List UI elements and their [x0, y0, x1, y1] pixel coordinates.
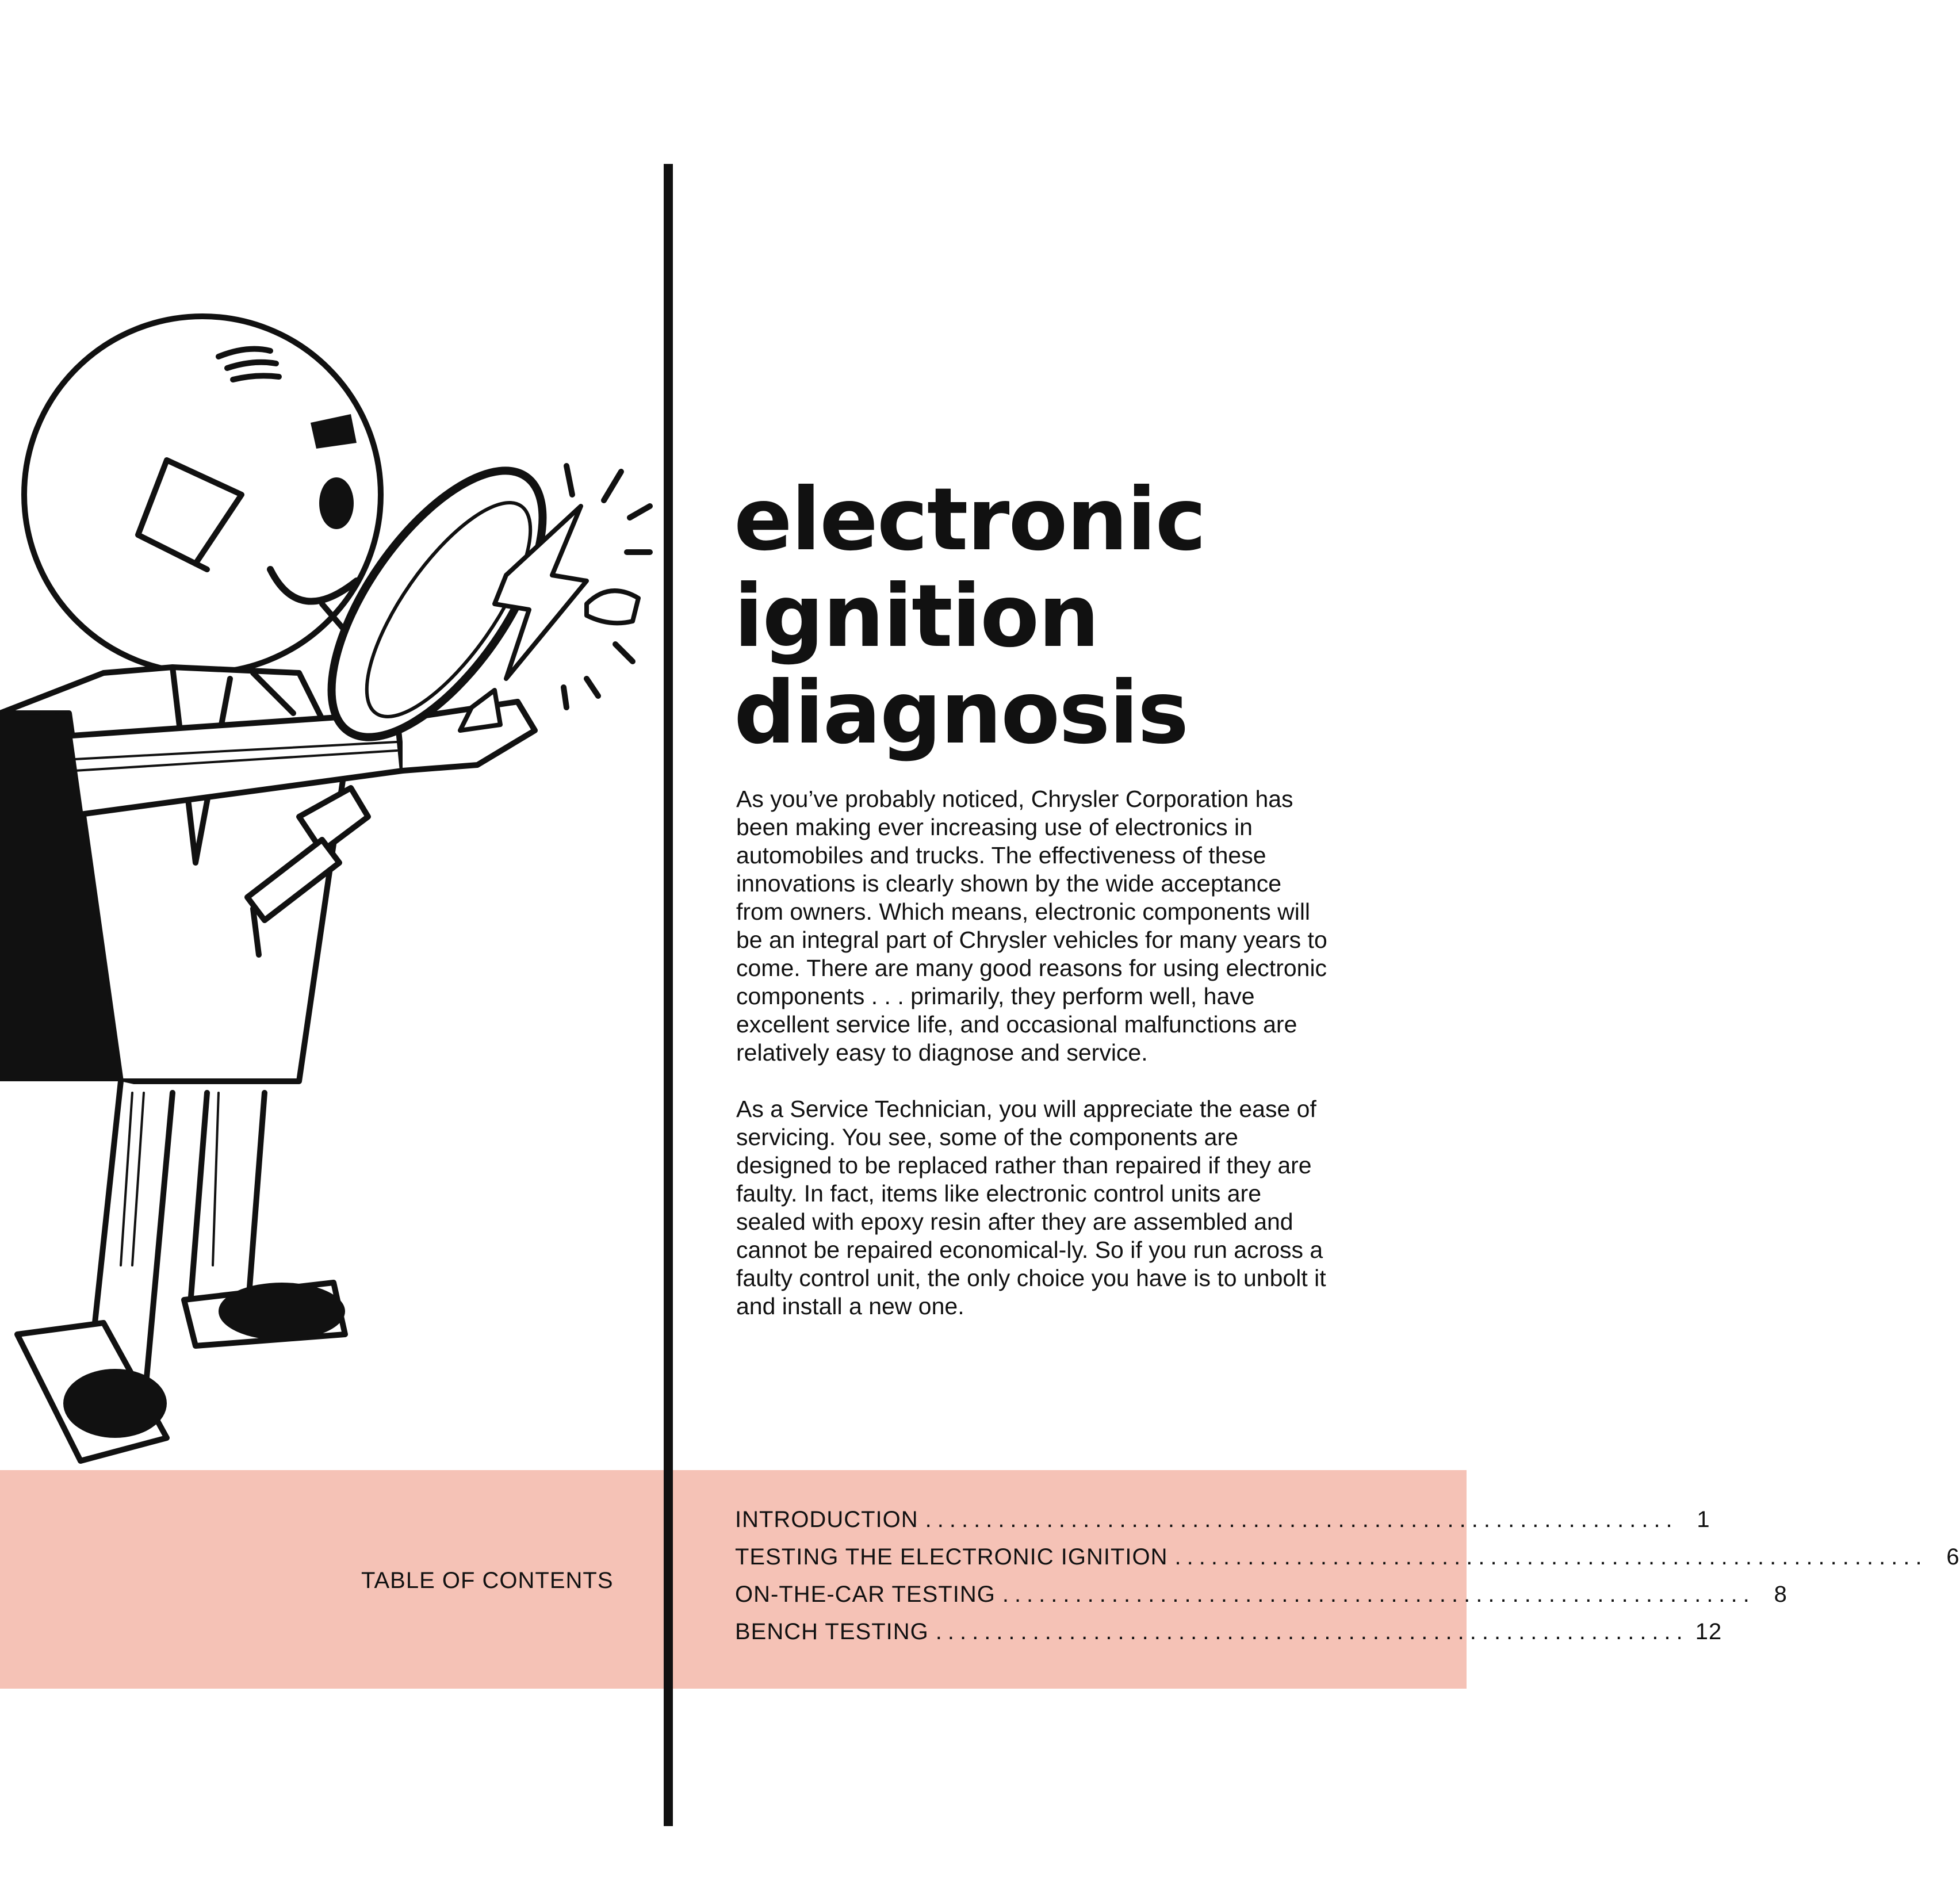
cartoon-technician-with-magnifier-icon — [0, 322, 661, 1501]
toc-entry-page: 8 — [1774, 1582, 1787, 1607]
toc-entry-title: BENCH TESTING — [735, 1619, 929, 1644]
toc-leader-dots: .............................................................. — [925, 1507, 1678, 1532]
toc-entry-page: 6 — [1946, 1544, 1960, 1570]
intro-paragraph-1: As you’ve probably noticed, Chrysler Corporation has been making ever increasing use of electronics in automobiles and trucks. The effectiveness of these innovations is clearly shown by the wide acceptance from owners. Which means, electronic components will be an integral part of Chrysler vehicles for many years to come. There are many good reasons for using electronic components . . . primarily, they perform well, have excellent service life, and occasional malfunctions are relatively easy to diagnose and service. — [736, 786, 1327, 1066]
title-line-1: electronic — [734, 470, 1205, 570]
table-of-contents-label: TABLE OF CONTENTS — [361, 1568, 614, 1593]
toc-entry-title: ON-THE-CAR TESTING — [735, 1582, 996, 1607]
table-of-contents-list — [735, 1507, 1960, 1656]
toc-entry-page: 1 — [1697, 1507, 1710, 1532]
toc-leader-dots: .............................................................. — [935, 1619, 1689, 1644]
toc-leader-dots: .............................................................. — [1002, 1582, 1755, 1607]
page-title — [734, 472, 1205, 762]
vertical-divider — [664, 164, 673, 1826]
toc-entry-title: TESTING THE ELECTRONIC IGNITION — [735, 1544, 1168, 1570]
toc-entry-testing-electronic-ignition[interactable] — [735, 1544, 1960, 1582]
title-line-3: diagnosis — [734, 663, 1188, 763]
toc-entry-title: INTRODUCTION — [735, 1507, 918, 1532]
intro-paragraph-2: As a Service Technician, you will appreciate the ease of servicing. You see, some of the components are designed to be replaced rather than repaired if they are faulty. In fact, items like electronic control units are sealed with epoxy resin after they are assembled and cannot be repaired economical-ly. So if you run across a faulty control unit, the only choice you have is to unbolt it and install a new one. — [736, 1096, 1326, 1319]
title-line-2: ignition — [734, 567, 1098, 667]
toc-leader-dots: .............................................................. — [1174, 1544, 1928, 1570]
intro-body — [736, 785, 1334, 1349]
toc-entry-introduction[interactable] — [735, 1507, 1710, 1544]
toc-entry-page: 12 — [1695, 1619, 1722, 1644]
toc-entry-bench-testing[interactable] — [735, 1619, 1722, 1656]
toc-entry-on-the-car-testing[interactable] — [735, 1582, 1787, 1619]
